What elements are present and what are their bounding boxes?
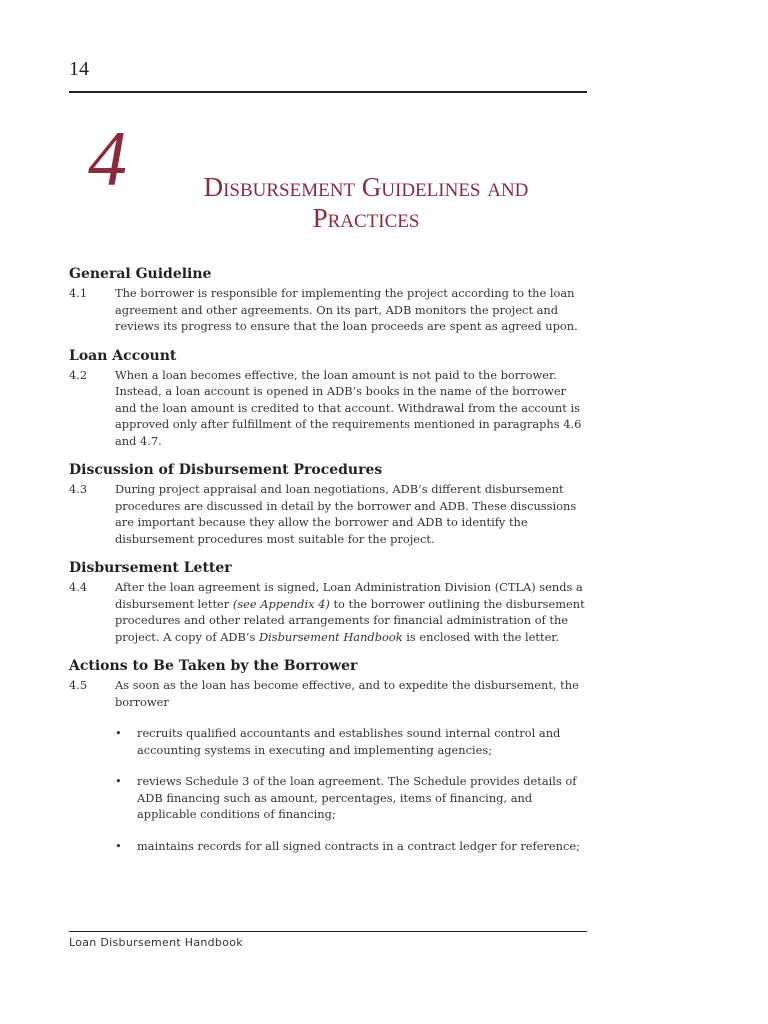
section-heading-loan-account: Loan Account (69, 347, 177, 364)
section-heading-disbursement-procedures: Discussion of Disbursement Procedures (69, 462, 383, 478)
paragraph-text: When a loan becomes effective, the loan amount is not paid to the borrower. Instead, a loan account is opened in ADB’s books in the name of the borrower and the loan amount is credited to that account. Withdrawal from the account is approved only after fulfillment of the requirements mentioned in paragraphs 4.6 and 4.7. (115, 367, 582, 448)
borrower-actions-list (69, 725, 587, 854)
handbook-title: Disbursement Handbook (259, 629, 403, 644)
footer-rule (69, 931, 587, 932)
section-heading-borrower-actions: Actions to Be Taken by the Borrower (69, 658, 358, 674)
page-number: 14 (69, 58, 89, 80)
text-segment: is enclosed with the letter. (402, 629, 560, 644)
bullet-icon: • (115, 726, 122, 740)
section-heading-disbursement-letter: Disbursement Letter (69, 560, 232, 576)
paragraph-text: During project appraisal and loan negotiations, ADB’s different disbursement procedures are discussed in detail by the borrower and ADB. These discussions are important because they allow the borrower and ADB to identify the disbursement procedures most suitable for the project. (115, 482, 577, 546)
list-item-text: reviews Schedule 3 of the loan agreement. The Schedule provides details of ADB financing such as amount, percentages, items of financing, and applicable conditions of financing; (137, 774, 577, 821)
chapter-title-line1: Disbursement Guidelines and (203, 172, 529, 202)
paragraph-4-3 (69, 481, 587, 547)
paragraph-number: 4.1 (69, 286, 88, 300)
list-item (115, 725, 587, 758)
paragraph-4-2 (69, 367, 587, 450)
header-rule (69, 91, 587, 93)
list-item-text: maintains records for all signed contracts in a contract ledger for reference; (137, 838, 580, 853)
document-body (69, 265, 587, 869)
paragraph-number: 4.5 (69, 678, 88, 692)
chapter-title-line2: Practices (312, 203, 420, 233)
list-item (115, 838, 587, 855)
text-segment: to the borrower outlining the disbursement procedures and other related arrangements for financial administration of the project. A copy of ADB’s (115, 596, 585, 644)
paragraph-number: 4.4 (69, 580, 88, 594)
paragraph-4-5 (69, 677, 587, 710)
paragraph-number: 4.3 (69, 482, 88, 496)
bullet-icon: • (115, 774, 122, 788)
paragraph-4-4 (69, 579, 587, 645)
text-segment: After the loan agreement is signed, Loan Administration Division (CTLA) sends a disbursement letter (115, 580, 583, 611)
chapter-title (160, 172, 572, 234)
paragraph-number: 4.2 (69, 367, 88, 382)
chapter-number: 4 (88, 115, 127, 202)
list-item (115, 773, 587, 823)
appendix-reference: (see Appendix 4) (232, 596, 330, 611)
paragraph-4-1 (69, 285, 587, 335)
section-heading-general-guideline: General Guideline (69, 266, 212, 282)
paragraph-text: As soon as the loan has become effective, and to expedite the disbursement, the borrower (115, 678, 579, 709)
footer-title: Loan Disbursement Handbook (69, 936, 243, 949)
bullet-icon: • (115, 838, 122, 853)
paragraph-text: The borrower is responsible for implementing the project according to the loan agreement and other agreements. On its part, ADB monitors the project and reviews its progress to ensure that the loan proceeds are spent as agreed upon. (115, 286, 578, 333)
paragraph-text (115, 579, 587, 645)
list-item-text: recruits qualified accountants and establishes sound internal control and accounting systems in executing and implementing agencies; (137, 726, 561, 757)
